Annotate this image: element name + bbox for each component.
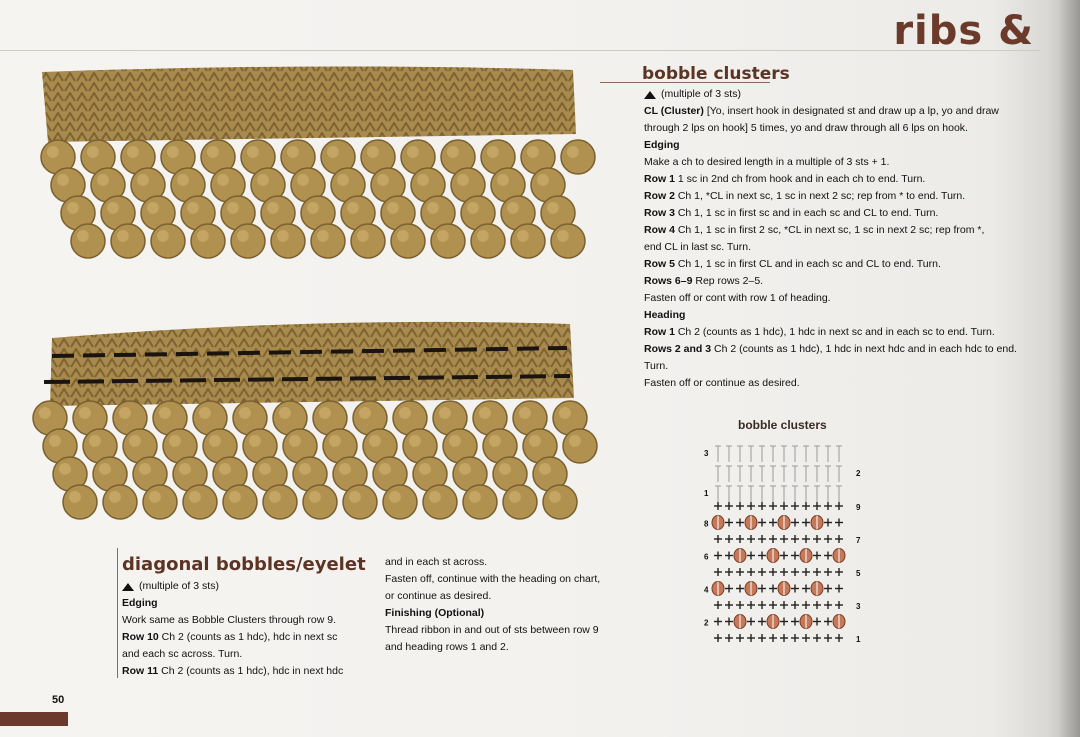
bobble-highlight [347,202,359,214]
bobble-highlight [439,407,451,419]
instruction-label: CL (Cluster) [644,105,704,117]
bobble-highlight [417,174,429,186]
bobble-highlight [477,230,489,242]
bobble-stitch [63,485,97,519]
instruction-label: Row 11 [122,665,159,677]
instruction-line [122,646,372,663]
bobble-highlight [357,230,369,242]
bobble-highlight [97,174,109,186]
instruction-line [644,324,1054,341]
instruction-text: Ch 1, 1 sc in first CL and in each sc and CL to end. Turn. [674,258,941,270]
row-number-label: 8 [704,519,709,529]
bobble-highlight [299,463,311,475]
row-number-label: 6 [704,552,709,562]
instruction-label: Heading [644,309,686,321]
bobble-highlight [469,491,481,503]
instruction-label: Row 5 [644,258,675,270]
instruction-label: Edging [644,139,680,151]
instruction-line [644,375,1054,392]
instruction-text: Ch 1, *CL in next sc, 1 sc in next 2 sc; rep from * to end. Turn. [674,190,966,202]
bobble-highlight [487,146,499,158]
bobble-stitch [103,485,137,519]
instruction-text: Fasten off or continue as desired. [644,377,800,389]
bobble-highlight [527,146,539,158]
bobble-stitch [71,224,105,258]
bobble-highlight [289,435,301,447]
bobble-highlight [167,146,179,158]
bobble-highlight [107,202,119,214]
bobble-stitch [471,224,505,258]
bobble-highlight [399,407,411,419]
bobble-highlight [449,435,461,447]
instruction-text: and heading rows 1 and 2. [385,641,509,653]
bobble-stitch [563,429,597,463]
bobble-highlight [517,230,529,242]
bobble-highlight [77,230,89,242]
instruction-line [385,605,635,622]
instruction-text: Thread ribbon in and out of sts between row 9 [385,624,599,636]
instruction-line [644,273,1054,290]
page-number: 50 [52,694,65,706]
instruction-label: Rows 6–9 [644,275,693,287]
bobble-highlight [139,463,151,475]
instruction-text: through 2 lps on hook] 5 times, yo and draw through all 6 lps on hook. [644,122,968,134]
bobble-highlight [189,491,201,503]
bobble-stitch [343,485,377,519]
bobble-highlight [379,463,391,475]
bobble-highlight [319,407,331,419]
bobble-highlight [567,146,579,158]
bobble-highlight [259,463,271,475]
instruction-line [644,239,1054,256]
instruction-text: Ch 1, 1 sc in first sc and in each sc and CL to end. Turn. [674,207,939,219]
multiple-note: (multiple of 3 sts) [644,86,1054,103]
triangle-icon [122,583,134,591]
bobble-highlight [169,435,181,447]
instruction-label: Row 1 [644,173,675,185]
bobble-highlight [109,491,121,503]
diagonal-bobbles-instructions-col2 [385,554,635,656]
instruction-text: Ch 2 (counts as 1 hdc), hdc in next sc [158,631,338,643]
bobble-highlight [397,230,409,242]
bobble-highlight [119,407,131,419]
bobble-highlight [257,174,269,186]
row-number-label: 1 [856,635,861,644]
bobble-row-group [41,140,595,258]
instruction-line [644,307,1054,324]
bobble-highlight [459,463,471,475]
bobble-highlight [337,174,349,186]
instruction-text: Make a ch to desired length in a multiple of 3 sts + 1. [644,156,890,168]
bobble-stitch [311,224,345,258]
diagonal-bobbles-instructions-col1 [122,578,372,680]
bobble-stitch [223,485,257,519]
bobble-highlight [147,202,159,214]
instruction-text: or continue as desired. [385,590,492,602]
bobble-clusters-heading: bobble clusters [642,64,790,84]
instruction-text: Work same as Bobble Clusters through row 9. [122,614,336,626]
bobble-highlight [317,230,329,242]
bobble-highlight [359,407,371,419]
bobble-highlight [179,463,191,475]
bobble-highlight [429,491,441,503]
instruction-line [385,588,635,605]
bobble-highlight [197,230,209,242]
instruction-line [122,663,372,680]
bobble-highlight [69,491,81,503]
diagonal-bobbles-heading: diagonal bobbles/eyelet [122,554,366,575]
instruction-label: Rows 2 and 3 [644,343,712,355]
instruction-text: Rep rows 2–5. [692,275,764,287]
bobble-highlight [217,174,229,186]
instruction-text: and in each st across. [385,556,488,568]
bobble-stitch [463,485,497,519]
bobble-highlight [549,491,561,503]
bobble-highlight [539,463,551,475]
instruction-line [644,358,1054,375]
bobble-highlight [507,202,519,214]
instruction-text: 1 sc in 2nd ch from hook and in each ch to end. Turn. [674,173,926,185]
instruction-line [644,222,1054,239]
instruction-text: [Yo, insert hook in designated st and draw up a lp, yo and draw [703,105,999,117]
bobble-highlight [557,230,569,242]
bobble-highlight [207,146,219,158]
bobble-stitch [111,224,145,258]
instruction-text: and each sc across. Turn. [122,648,243,660]
bobble-highlight [499,463,511,475]
instruction-line [644,188,1054,205]
bobble-stitch [263,485,297,519]
instruction-line [644,256,1054,273]
bobble-highlight [99,463,111,475]
row-number-label: 3 [856,602,861,611]
stitch-chart-title: bobble clusters [738,418,827,432]
bobble-highlight [87,146,99,158]
bobble-stitch [431,224,465,258]
chapter-title: ribs & [893,8,1034,54]
bobble-stitch [503,485,537,519]
bobble-highlight [249,435,261,447]
bobble-stitch [151,224,185,258]
row-number-label: 4 [704,585,709,595]
instruction-line [644,290,1054,307]
bobble-row-group [33,401,597,519]
bobble-highlight [157,230,169,242]
bobble-highlight [537,174,549,186]
instruction-label: Edging [122,597,158,609]
instruction-line [385,622,635,639]
row-number-label: 2 [704,618,709,628]
bobble-highlight [407,146,419,158]
bobble-highlight [569,435,581,447]
instruction-label: Finishing (Optional) [385,607,485,619]
bobble-highlight [387,202,399,214]
page-gutter-shadow [1058,0,1080,737]
bobble-highlight [497,174,509,186]
bobble-highlight [447,146,459,158]
bobble-stitch [191,224,225,258]
row-number-label: 5 [856,569,861,578]
bobble-highlight [67,202,79,214]
bobble-highlight [377,174,389,186]
instruction-line [644,120,1054,137]
bobble-highlight [489,435,501,447]
instruction-label: Row 3 [644,207,675,219]
bobble-stitch [271,224,305,258]
instruction-line [644,205,1054,222]
bobble-highlight [219,463,231,475]
bobble-stitch [551,224,585,258]
instruction-label: Row 1 [644,326,675,338]
instruction-line [644,341,1054,358]
bobble-highlight [389,491,401,503]
bobble-stitch [303,485,337,519]
row-number-label: 7 [856,536,861,545]
instruction-text: Ch 1, 1 sc in first 2 sc, *CL in next sc, 1 sc in next 2 sc; rep from *, [674,224,985,236]
bobble-highlight [129,435,141,447]
bobble-highlight [59,463,71,475]
instruction-label: Row 10 [122,631,159,643]
diagonal-bobbles-swatch-photo [22,318,602,533]
bobble-highlight [117,230,129,242]
bobble-highlight [329,435,341,447]
bobble-highlight [529,435,541,447]
bobble-stitch [231,224,265,258]
bobble-stitch [423,485,457,519]
instruction-line [122,629,372,646]
bobble-highlight [367,146,379,158]
bobble-highlight [437,230,449,242]
bobble-stitch [511,224,545,258]
bobble-highlight [177,174,189,186]
instruction-line [385,571,635,588]
bobble-highlight [209,435,221,447]
bobble-highlight [467,202,479,214]
bobble-highlight [277,230,289,242]
heading-row-number-label: 3 [704,449,709,458]
multiple-note: (multiple of 3 sts) [122,578,372,595]
bobble-highlight [307,202,319,214]
bobble-highlight [239,407,251,419]
bobble-highlight [419,463,431,475]
bobble-highlight [519,407,531,419]
instruction-line [385,554,635,571]
bobble-stitch [143,485,177,519]
bobble-highlight [149,491,161,503]
bobble-highlight [327,146,339,158]
bobble-clusters-instructions [644,86,1054,392]
bobble-highlight [479,407,491,419]
bobble-highlight [297,174,309,186]
footer-color-bar [0,712,68,726]
bobble-highlight [187,202,199,214]
instruction-line [644,103,1054,120]
bobble-highlight [237,230,249,242]
section-rule [117,548,118,678]
bobble-highlight [349,491,361,503]
bobble-highlight [559,407,571,419]
instruction-text: Fasten off or cont with row 1 of heading. [644,292,831,304]
instruction-line [122,612,372,629]
instruction-text: Fasten off, continue with the heading on chart, [385,573,601,585]
bobble-highlight [39,407,51,419]
instruction-text: Ch 2 (counts as 1 hdc), hdc in next hdc [158,665,344,677]
bobble-highlight [509,491,521,503]
bobble-highlight [279,407,291,419]
bobble-highlight [339,463,351,475]
instruction-line [122,595,372,612]
instruction-text: Ch 2 (counts as 1 hdc), 1 hdc in next hdc and in each hdc to end. [711,343,1017,355]
heading-row-number-label: 1 [704,489,709,498]
instruction-text: Turn. [644,360,669,372]
bobble-highlight [369,435,381,447]
instruction-line [644,154,1054,171]
bobble-stitch [351,224,385,258]
bobble-highlight [57,174,69,186]
bobble-highlight [269,491,281,503]
bobble-highlight [137,174,149,186]
bobble-highlight [159,407,171,419]
instruction-line [385,639,635,656]
instruction-text: Ch 2 (counts as 1 hdc), 1 hdc in next sc and in each sc to end. Turn. [674,326,995,338]
bobble-highlight [47,146,59,158]
bobble-stitch [391,224,425,258]
instruction-label: Row 4 [644,224,675,236]
instruction-label: Row 2 [644,190,675,202]
bobble-stitch [561,140,595,174]
instruction-line [644,171,1054,188]
bobble-highlight [199,407,211,419]
heading-row-number-label: 2 [856,469,861,478]
bobble-highlight [247,146,259,158]
stitch-chart [700,436,870,651]
bobble-highlight [287,146,299,158]
instruction-text: end CL in last sc. Turn. [644,241,751,253]
bobble-highlight [409,435,421,447]
bobble-highlight [267,202,279,214]
bobble-highlight [229,491,241,503]
row-number-label: 9 [856,503,861,512]
bobble-highlight [547,202,559,214]
bobble-clusters-swatch-photo [28,62,598,282]
bobble-highlight [427,202,439,214]
bobble-stitch [383,485,417,519]
bobble-stitch [543,485,577,519]
bobble-highlight [89,435,101,447]
bobble-stitch [183,485,217,519]
bobble-highlight [49,435,61,447]
top-rule [0,50,1040,51]
bobble-highlight [79,407,91,419]
instruction-line [644,137,1054,154]
bobble-highlight [227,202,239,214]
bobble-highlight [309,491,321,503]
bobble-highlight [127,146,139,158]
bobble-highlight [457,174,469,186]
triangle-icon [644,91,656,99]
